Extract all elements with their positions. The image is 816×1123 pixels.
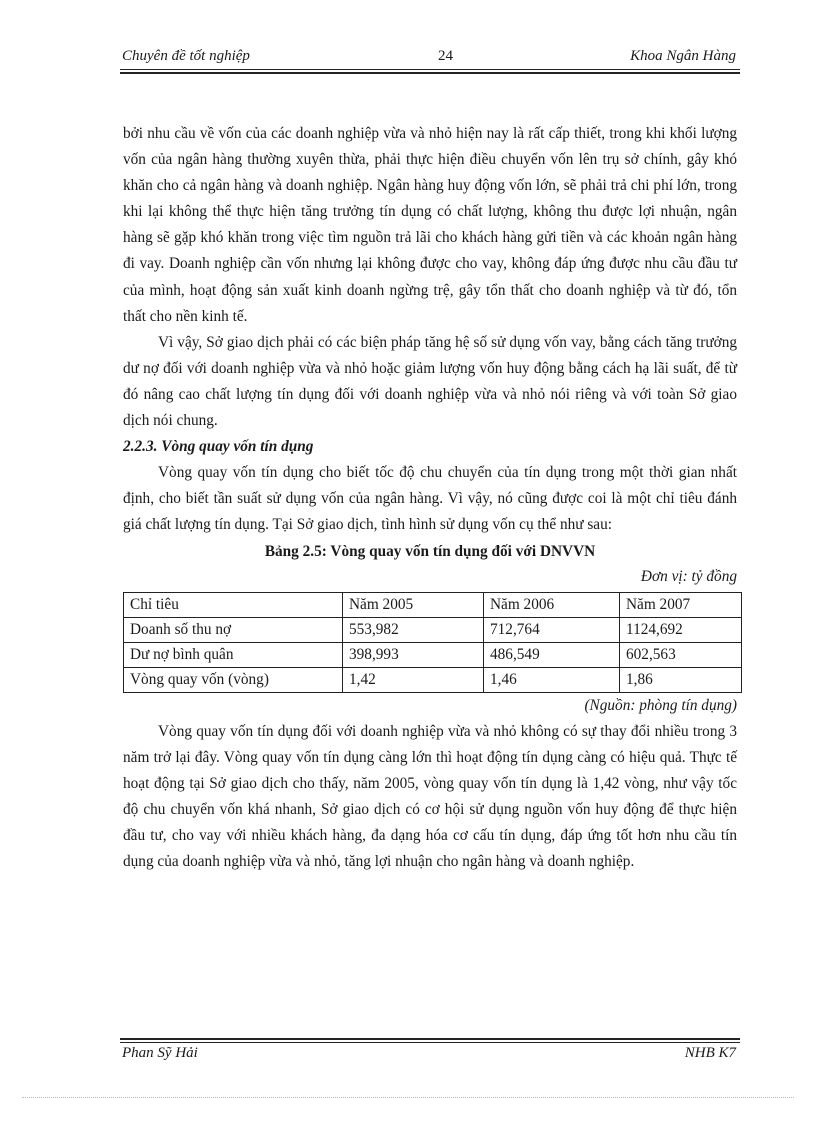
table-cell: Doanh số thu nợ — [124, 617, 343, 642]
page-number: 24 — [438, 48, 453, 64]
table-header-cell: Năm 2006 — [484, 592, 620, 617]
table-cell: Dư nợ bình quân — [124, 642, 343, 667]
table-header-row — [124, 592, 742, 617]
page-body — [123, 121, 737, 875]
header-faculty: Khoa Ngân Hàng — [630, 48, 736, 64]
table-title: Bảng 2.5: Vòng quay vốn tín dụng đối với DNVVN — [264, 542, 596, 560]
footer-rule-thick — [120, 1038, 740, 1040]
table-cell: 712,764 — [484, 617, 620, 642]
footer-rule-thin — [120, 1042, 740, 1043]
table-cell: 1,42 — [343, 667, 484, 692]
table-cell: 602,563 — [620, 642, 742, 667]
table-cell: 486,549 — [484, 642, 620, 667]
page-header — [120, 46, 738, 68]
table-row — [124, 617, 742, 642]
section-heading: 2.2.3. Vòng quay vốn tín dụng — [123, 438, 314, 456]
header-rule-thin — [120, 69, 740, 70]
footer-class: NHB K7 — [684, 1045, 736, 1061]
footer-author: Phan Sỹ Hải — [122, 1045, 198, 1061]
table-cell: 1,86 — [620, 667, 742, 692]
header-rule-thick — [120, 72, 740, 74]
page-footer — [120, 1045, 738, 1067]
paragraph-turnover-definition: Vòng quay vốn tín dụng cho biết tốc độ chu chuyển của tín dụng trong một thời gian nhất định, cho biết tần suất sử dụng vốn của ngân hàng. Vì vậy, nó cũng được coi là một chỉ tiêu đánh giá chất lượng tín dụng. Tại Sở giao dịch, tình hình sử dụng vốn cụ thể như sau: — [123, 464, 737, 534]
table-unit: Đơn vị: tỷ đồng — [640, 567, 737, 585]
paragraph-measures: Vì vậy, Sở giao dịch phải có các biện pháp tăng hệ số sử dụng vốn vay, bằng cách tăng trưởng dư nợ đối với doanh nghiệp vừa và nhỏ hoặc giảm lượng vốn huy động bằng cách hạ lãi suất, để từ đó nâng cao chất lượng tín dụng đối với doanh nghiệp vừa và nhỏ nói riêng và với toàn Sở giao dịch nói chung. — [123, 333, 737, 430]
table-cell: Vòng quay vốn (vòng) — [124, 667, 343, 692]
header-document-type: Chuyên đề tốt nghiệp — [122, 48, 250, 64]
credit-turnover-table — [123, 592, 742, 693]
table-row — [124, 667, 742, 692]
table-header-cell: Chỉ tiêu — [124, 592, 343, 617]
paragraph-capital-demand: bởi nhu cầu về vốn của các doanh nghiệp vừa và nhỏ hiện nay là rất cấp thiết, trong khi khối lượng vốn của ngân hàng thường xuyên thừa, phải thực hiện điều chuyển vốn lên trụ sở chính, gây khó khăn cho cả ngân hàng và doanh nghiệp. Ngân hàng huy động vốn lớn, sẽ phải trả chi phí lớn, trong khi lại không thể thực hiện tăng trưởng tín dụng có chất lượng, không thu được lợi nhuận, ngân hàng sẽ gặp khó khăn trong việc tìm nguồn trả lãi cho khách hàng gửi tiền và các khoản ngân hàng đi vay. Doanh nghiệp cần vốn nhưng lại không được cho vay, không đáp ứng được nhu cầu đầu tư của mình, hoạt động sản xuất kinh doanh ngừng trệ, gây tổn thất cho doanh nghiệp và từ đó, tổn thất cho nền kinh tế. — [123, 125, 737, 325]
table-cell: 553,982 — [343, 617, 484, 642]
table-cell: 398,993 — [343, 642, 484, 667]
page-break-divider — [22, 1097, 794, 1098]
table-source: (Nguồn: phòng tín dụng) — [584, 696, 737, 714]
table-header-cell: Năm 2007 — [620, 592, 742, 617]
table-cell: 1,46 — [484, 667, 620, 692]
table-cell: 1124,692 — [620, 617, 742, 642]
table-header-cell: Năm 2005 — [343, 592, 484, 617]
paragraph-turnover-analysis: Vòng quay vốn tín dụng đối với doanh nghiệp vừa và nhỏ không có sự thay đổi nhiều trong 3 năm trở lại đây. Vòng quay vốn tín dụng càng lớn thì hoạt động tín dụng càng có hiệu quả. Thực tế hoạt động tại Sở giao dịch cho thấy, năm 2005, vòng quay vốn tín dụng là 1,42 vòng, như vậy tốc độ chu chuyển vốn khá nhanh, Sở giao dịch có cơ hội sử dụng nguồn vốn huy động để thực hiện đầu tư, cho vay với nhiều khách hàng, đa dạng hóa cơ cấu tín dụng, đáp ứng tốt hơn nhu cầu tín dụng của doanh nghiệp vừa và nhỏ, tăng lợi nhuận cho ngân hàng và doanh nghiệp. — [123, 722, 737, 871]
table-row — [124, 642, 742, 667]
